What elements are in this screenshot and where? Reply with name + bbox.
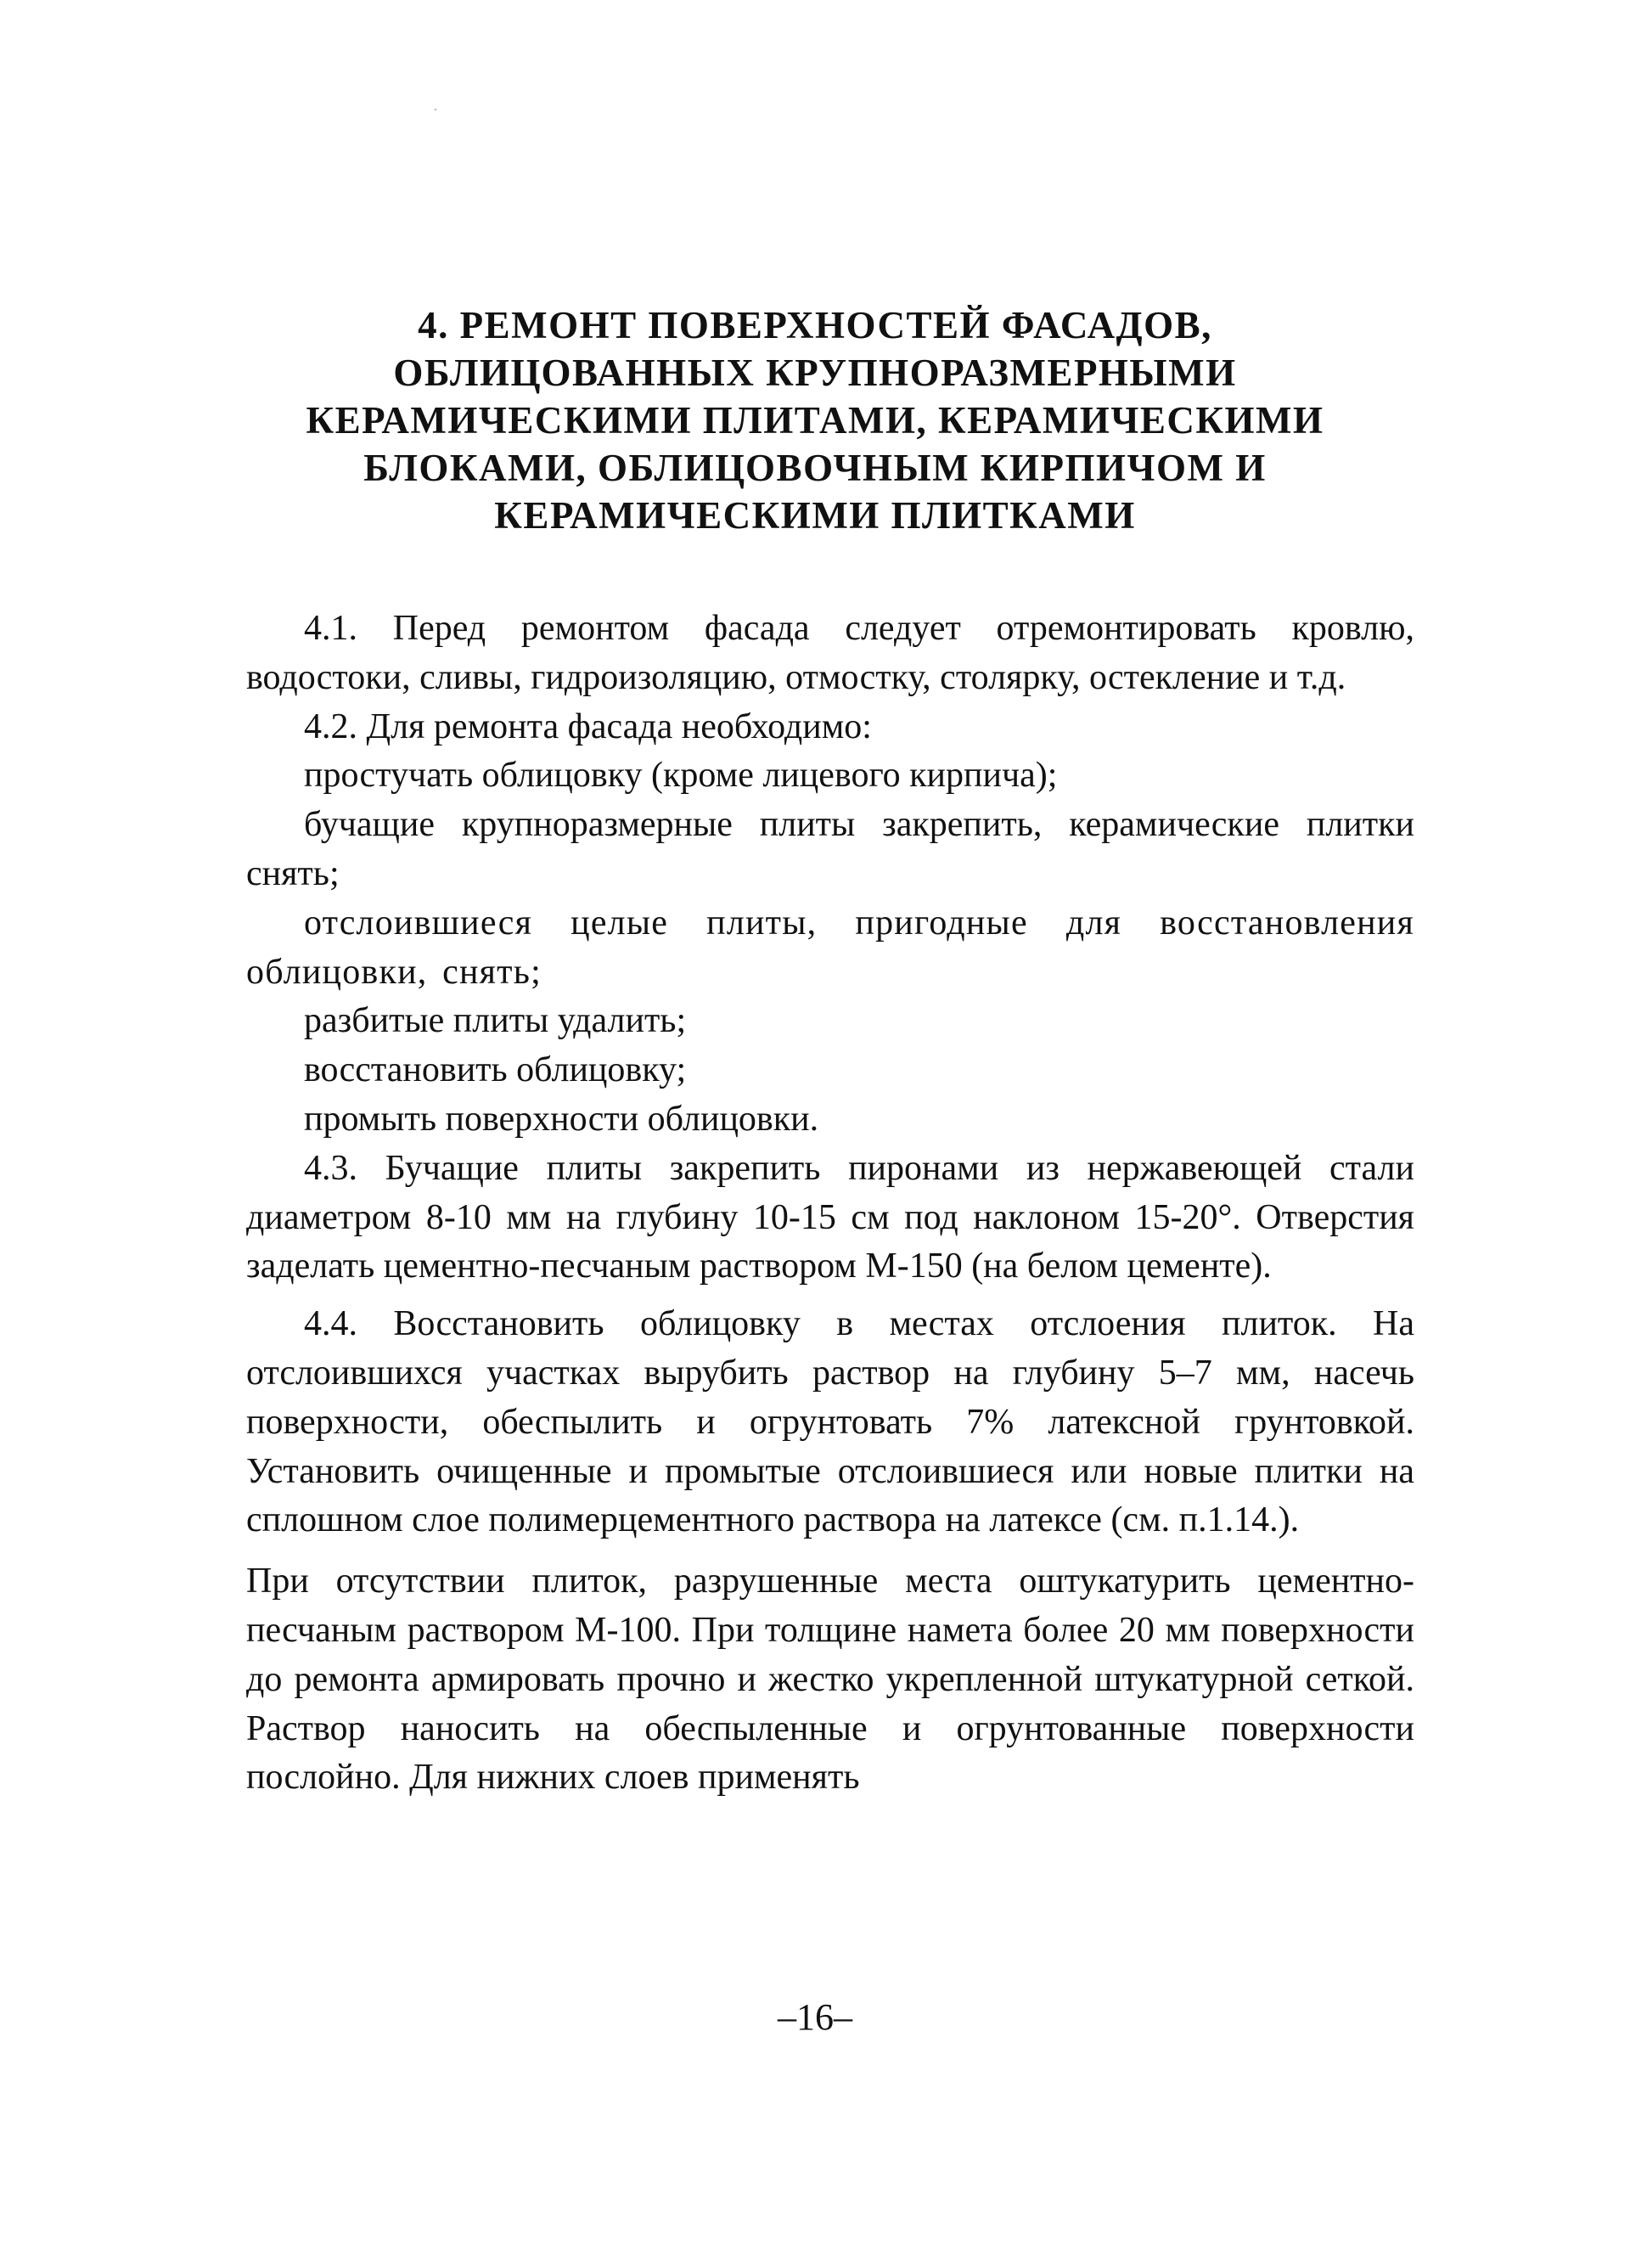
- page-number: –16–: [778, 1996, 852, 2038]
- paragraph-missing-tiles: При отсутствии плиток, разрушенные места оштукатурить цементно-песчаным раствором М-100. При толщине намета более 20 мм поверхности до ремонта армировать прочно и жестко укрепленной штукатурной сеткой. Раствор наносить на обеспыленные и огрунтованные поверхности послойно. Для нижних слоев применять: [246, 1562, 1414, 1798]
- list-item-fix-plates: бучащие крупноразмерные плиты закрепить, керамические плитки снять;: [246, 805, 1414, 893]
- list-item-wash-surfaces: промыть поверхности облицовки.: [304, 1099, 819, 1139]
- heading-line-2: ОБЛИЦОВАННЫХ КРУПНОРАЗМЕРНЫМИ: [393, 352, 1237, 394]
- paragraph-4-3: 4.3. Бучащие плиты закрепить пиронами из нержавеющей стали диаметром 8-10 мм на глубину 10-15 см под наклоном 15-20°. Отверстия заделать цементно-песчаным раствором М-150 (на белом цементе).: [246, 1148, 1414, 1286]
- paragraph-4-4: 4.4. Восстановить облицовку в местах отслоения плиток. На отслоившихся участках вырубить раствор на глубину 5–7 мм, насечь поверхности, обеспылить и огрунтовать 7% латексной грунтовкой. Установить очищенные и промытые отслоившиеся или новые плитки на сплошном слое полимерцементного раствора на латексе (см. п.1.14.).: [246, 1304, 1414, 1540]
- list-item-tap-cladding: простучать облицовку (кроме лицевого кирпича);: [304, 756, 1058, 796]
- section-body: [246, 605, 1414, 1803]
- heading-line-1: 4. РЕМОНТ ПОВЕРХНОСТЕЙ ФАСАДОВ,: [418, 304, 1212, 346]
- paragraph-4-2: 4.2. Для ремонта фасада необходимо:: [304, 706, 872, 746]
- heading-line-3: КЕРАМИЧЕСКИМИ ПЛИТАМИ, КЕРАМИЧЕСКИМИ: [306, 399, 1324, 442]
- list-item-remove-broken: разбитые плиты удалить;: [304, 1001, 687, 1041]
- heading-line-5: КЕРАМИЧЕСКИМИ ПЛИТКАМИ: [494, 494, 1136, 537]
- list-item-remove-plates: отслоившиеся целые плиты, пригодные для восстановления облицовки, снять;: [246, 903, 1414, 992]
- list-item-restore-cladding: восстановить облицовку;: [304, 1050, 687, 1090]
- paragraph-4-1: 4.1. Перед ремонтом фасада следует отремонтировать кровлю, водостоки, сливы, гидроизоляцию, отмостку, столярку, остекление и т.д.: [246, 609, 1414, 697]
- section-heading: [246, 301, 1384, 539]
- scan-speck: [435, 109, 436, 110]
- heading-line-4: БЛОКАМИ, ОБЛИЦОВОЧНЫМ КИРПИЧОМ И: [363, 447, 1267, 489]
